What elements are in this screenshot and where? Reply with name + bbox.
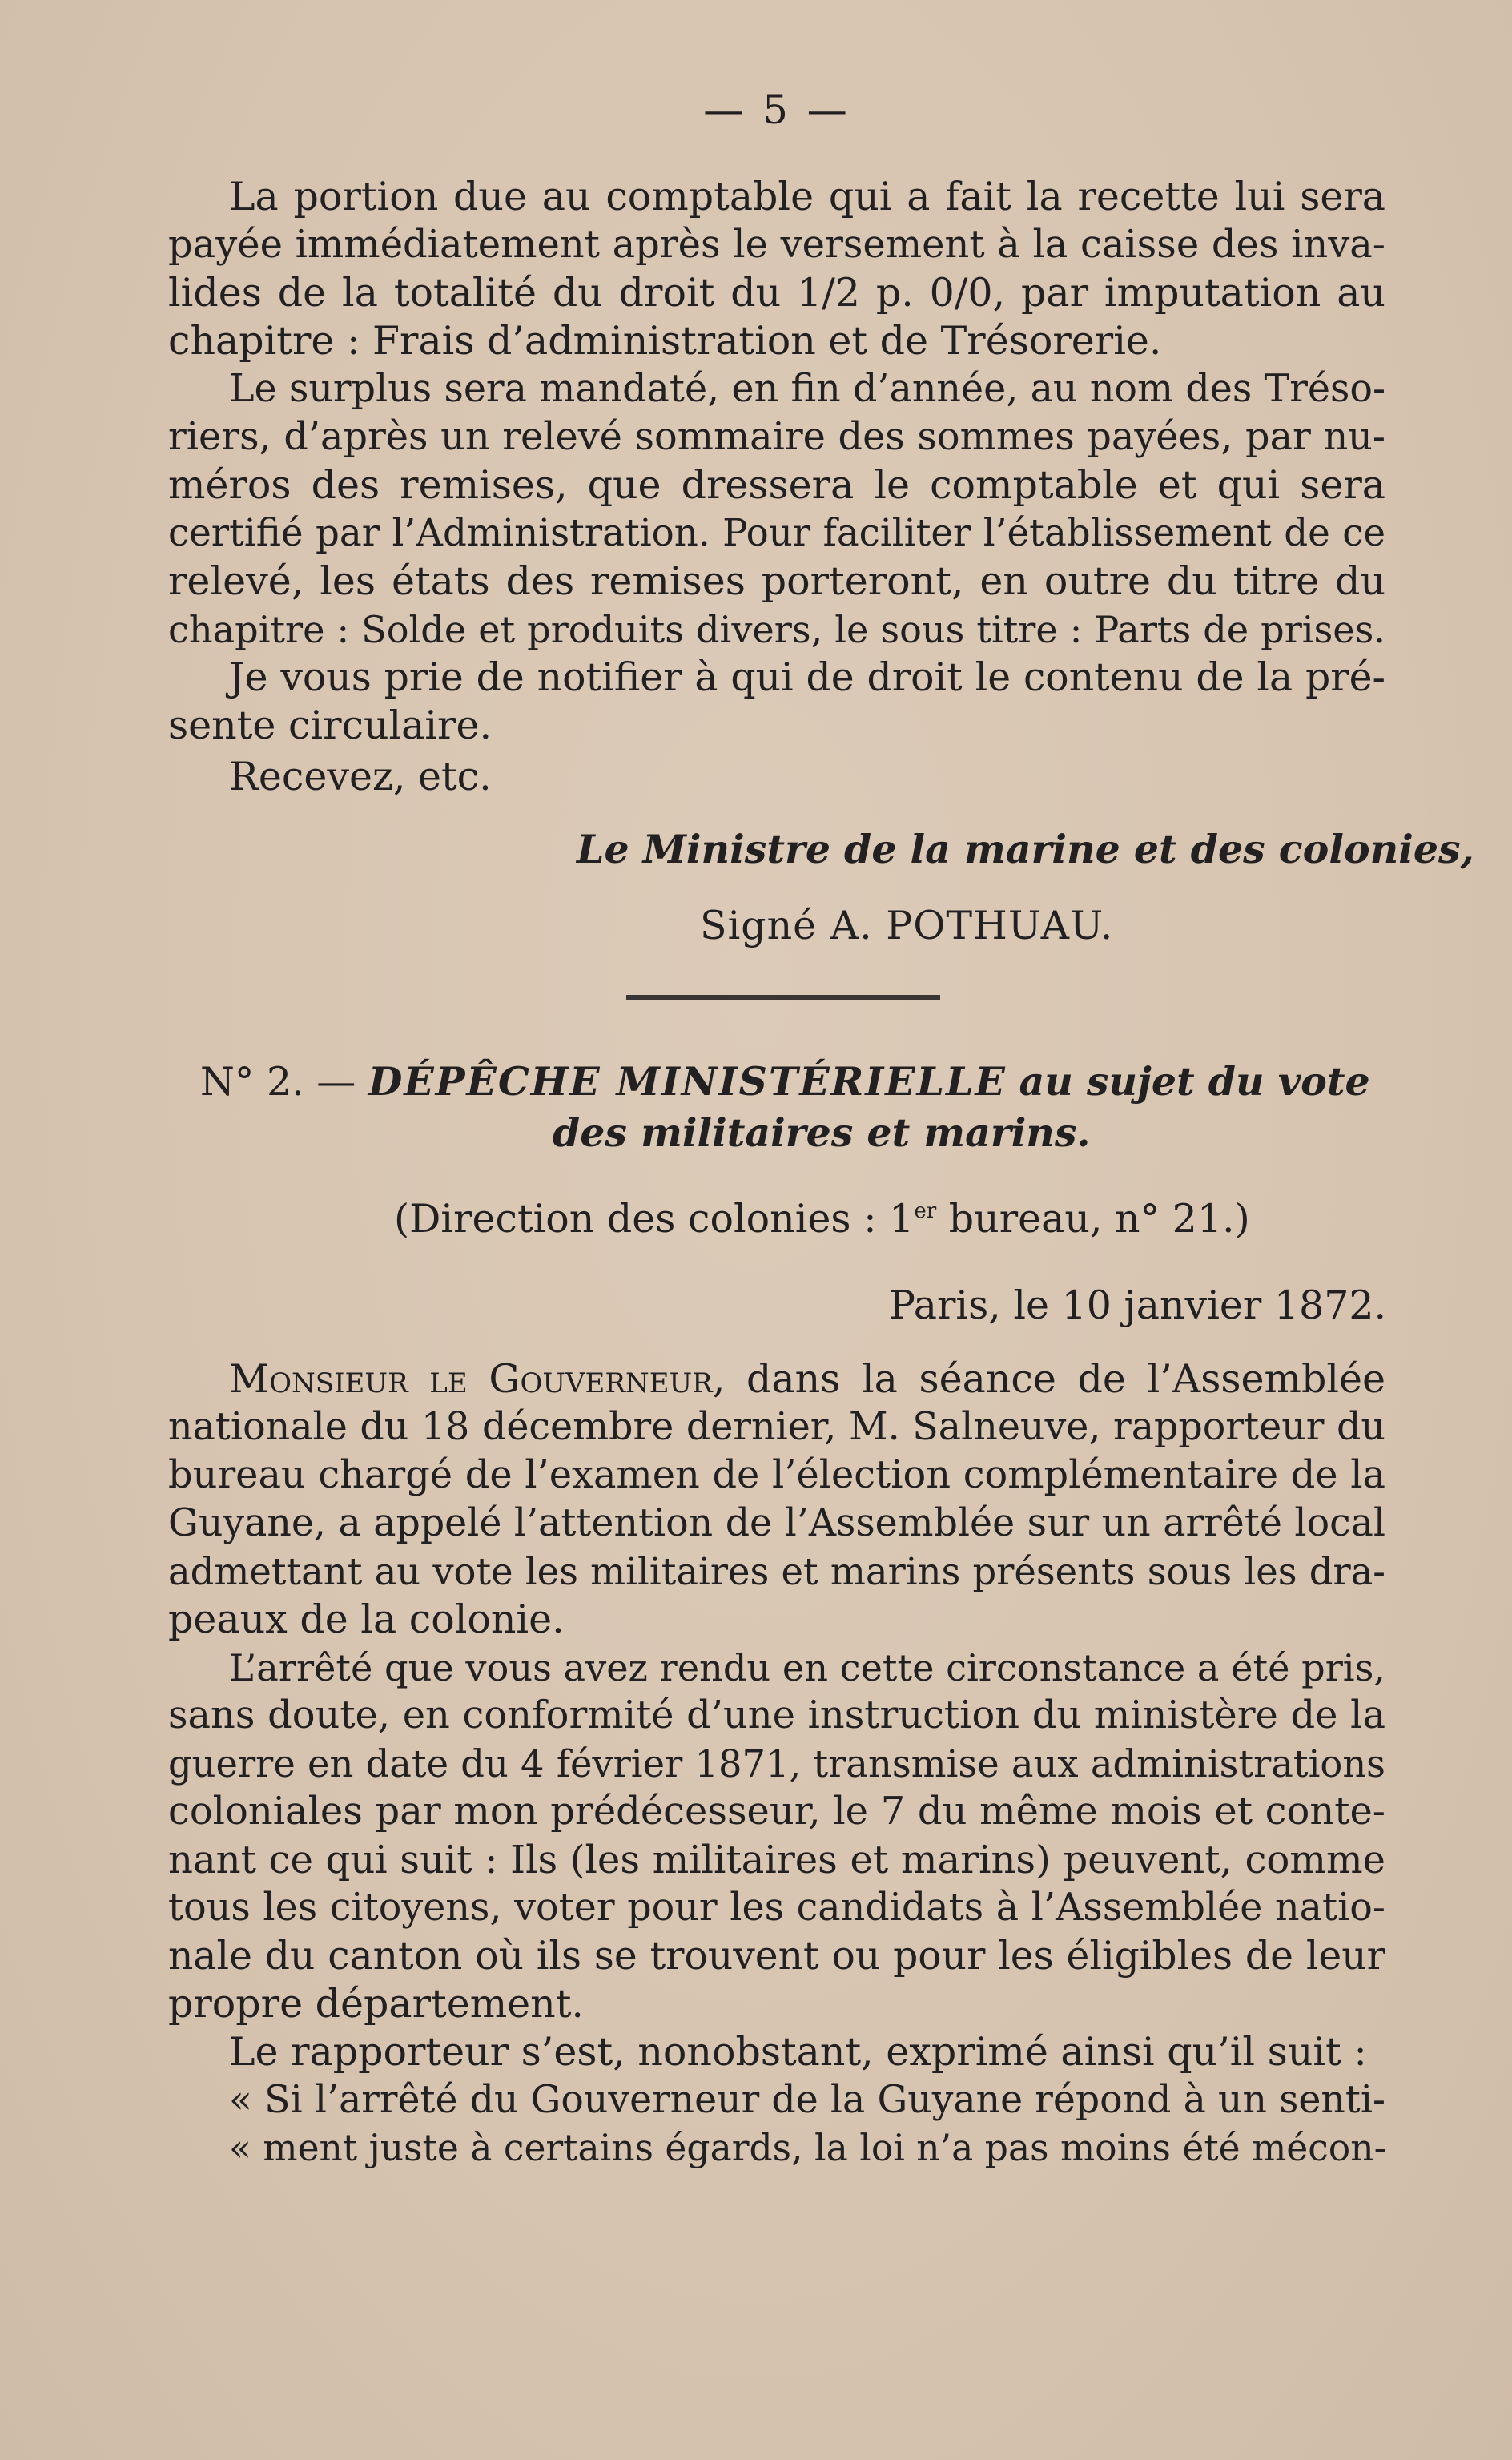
direction-suffix: bureau, n° 21.) bbox=[936, 1196, 1250, 1242]
text-line: admettant au vote les militaires et marins présents sous les dra- bbox=[168, 1550, 1385, 1593]
page-number: — 5 — bbox=[703, 87, 850, 133]
paragraph-surplus bbox=[168, 365, 1385, 654]
direction-line bbox=[394, 1195, 1250, 1243]
section-divider bbox=[626, 995, 940, 1000]
text-line: méros des remises, que dressera le comptable et qui sera bbox=[168, 462, 1385, 508]
text-line bbox=[168, 1355, 1385, 1403]
text-line: payée immédiatement après le versement à la caisse des inva- bbox=[168, 223, 1385, 267]
text-span: dans la séance de l’Assemblée bbox=[725, 1356, 1385, 1402]
text-line: Le rapporteur s’est, nonobstant, exprimé ainsi qu’il suit : bbox=[229, 2029, 1367, 2075]
text-line: certifié par l’Administration. Pour faciliter l’établissement de ce bbox=[168, 512, 1385, 555]
text-line: guerre en date du 4 février 1871, transmise aux administrations bbox=[168, 1742, 1385, 1786]
paragraph-instruction bbox=[168, 1644, 1385, 2028]
section-heading bbox=[200, 1057, 1370, 1106]
text-line: coloniales par mon prédécesseur, le 7 du même mois et conte- bbox=[168, 1790, 1385, 1834]
text-line: nationale du 18 décembre dernier, M. Salneuve, rapporteur du bbox=[168, 1405, 1385, 1449]
paragraph-assembly bbox=[168, 1355, 1385, 1644]
paragraph-notify bbox=[168, 654, 1385, 750]
text-line: nale du canton où ils se trouvent ou pour les éligibles de leur bbox=[168, 1933, 1385, 1979]
text-line: chapitre : Frais d’administration et de Trésorerie. bbox=[168, 318, 1162, 364]
text-line: propre département. bbox=[168, 1981, 584, 2027]
direction-prefix: (Direction des colonies : 1 bbox=[394, 1196, 915, 1242]
text-line: peaux de la colonie. bbox=[168, 1596, 565, 1642]
quote-line: « Si l’arrêté du Gouverneur de la Guyane répond à un senti- bbox=[229, 2078, 1385, 2122]
text-line: riers, d’après un relevé sommaire des sommes payées, par nu- bbox=[168, 415, 1385, 459]
text-line: Guyane, a appelé l’attention de l’Assemblée sur un arrêté local bbox=[168, 1501, 1385, 1545]
text-line: lides de la totalité du droit du 1/2 p. 0/0, par imputation au bbox=[168, 270, 1385, 316]
closing: Recevez, etc. bbox=[229, 754, 492, 799]
salutation: Monsieur le Gouverneur, bbox=[229, 1356, 726, 1402]
text-line: nant ce qui suit : Ils (les militaires et marins) peuvent, comme bbox=[168, 1838, 1385, 1882]
section-title: DÉPÊCHE MINISTÉRIELLE bbox=[368, 1058, 1007, 1105]
text-line: La portion due au comptable qui a fait la recette lui sera bbox=[229, 174, 1385, 219]
section-title-rest: au sujet du vote bbox=[1019, 1058, 1370, 1105]
minister-title: Le Ministre de la marine et des colonies, bbox=[577, 826, 1474, 872]
text-line: relevé, les états des remises porteront, en outre du titre du bbox=[168, 558, 1385, 604]
text-line: tous les citoyens, voter pour les candidats à l’Assemblée natio- bbox=[168, 1886, 1385, 1930]
signature: Signé A. POTHUAU. bbox=[700, 903, 1114, 948]
quote-block bbox=[168, 2076, 1385, 2172]
text-line: sente circulaire. bbox=[168, 703, 493, 748]
paragraph-payment bbox=[168, 173, 1385, 365]
section-heading-line2: des militaires et marins. bbox=[553, 1109, 1091, 1156]
section-number: N° 2. — bbox=[200, 1059, 356, 1105]
direction-sup: er bbox=[914, 1199, 937, 1223]
text-line: L’arrêté que vous avez rendu en cette circonstance a été pris, bbox=[229, 1646, 1385, 1689]
text-line: sans doute, en conformité d’une instruction du ministère de la bbox=[168, 1693, 1385, 1737]
paragraph-rapporteur bbox=[168, 2028, 1385, 2076]
text-line: chapitre : Solde et produits divers, le sous titre : Parts de prises. bbox=[168, 608, 1385, 651]
text-line: bureau chargé de l’examen de l’élection complémentaire de la bbox=[168, 1453, 1385, 1497]
quote-line: « ment juste à certains égards, la loi n’a pas moins été mécon- bbox=[229, 2127, 1386, 2169]
date-line: Paris, le 10 janvier 1872. bbox=[889, 1282, 1387, 1328]
text-line: Je vous prie de notifier à qui de droit le contenu de la pré- bbox=[229, 654, 1385, 700]
text-line: Le surplus sera mandaté, en fin d’année, au nom des Tréso- bbox=[229, 367, 1385, 411]
